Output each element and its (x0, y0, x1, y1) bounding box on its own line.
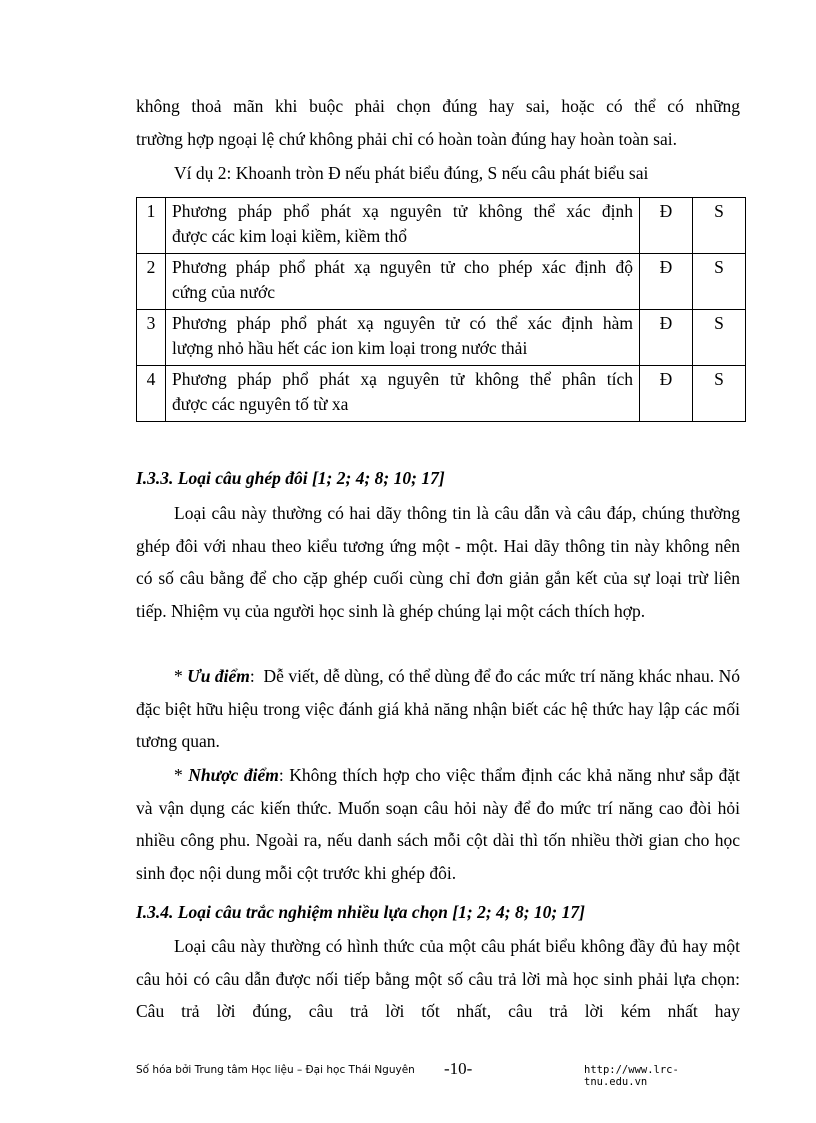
statement-cell (166, 198, 640, 254)
section-heading-1-3-3: I.3.3. Loại câu ghép đôi [1; 2; 4; 8; 10; 17] (136, 468, 445, 488)
true-false-table (136, 197, 746, 422)
statement-line-1: Phương pháp phổ phát xạ nguyên tử không thể phân tích (172, 369, 633, 389)
statement-line-1: Phương pháp phổ phát xạ nguyên tử cho phép xác định độ (172, 257, 633, 277)
statement-cell (166, 366, 640, 422)
row-number: 3 (137, 310, 166, 366)
false-option[interactable]: S (693, 310, 746, 366)
row-number: 2 (137, 254, 166, 310)
statement-line-1: Phương pháp phổ phát xạ nguyên tử có thể xác định hàm (172, 313, 633, 333)
advantage-paragraph: * Ưu điểm: Dễ viết, dễ dùng, có thể dùng để đo các mức trí năng khác nhau. Nó đặc biệt hữu hiệu trong việc đánh giá khả năng nhận biết các hệ thức hay lập các mối tương quan. (136, 666, 740, 751)
advantage-label: Ưu điểm (187, 666, 250, 686)
true-option[interactable]: Đ (640, 310, 693, 366)
false-option[interactable]: S (693, 198, 746, 254)
true-option[interactable]: Đ (640, 254, 693, 310)
statement-line-2: được các nguyên tố từ xa (172, 394, 349, 414)
false-option[interactable]: S (693, 254, 746, 310)
table-row (137, 310, 746, 366)
false-option[interactable]: S (693, 366, 746, 422)
intro-line-1: không thoả mãn khi buộc phải chọn đúng hay sai, hoặc có thể có những (136, 96, 740, 116)
page-footer (136, 1059, 740, 1088)
section-133-paragraph: Loại câu này thường có hai dãy thông tin là câu dẫn và câu đáp, chúng thường ghép đôi với nhau theo kiểu tương ứng một - một. Hai dãy thông tin này không nên có số câu bằng để cho cặp ghép cuối cùng chỉ đơn giản gắn kết của sự loại trừ liên tiếp. Nhiệm vụ của người học sinh là ghép chúng lại một cách thích hợp. (136, 503, 740, 621)
footer-source: Số hóa bởi Trung tâm Học liệu – Đại học Thái Nguyên (136, 1064, 415, 1076)
statement-line-2: lượng nhỏ hầu hết các ion kim loại trong nước thải (172, 338, 528, 358)
true-option[interactable]: Đ (640, 366, 693, 422)
intro-line-2: trường hợp ngoại lệ chứ không phải chỉ có hoàn toàn đúng hay hoàn toàn sai. (136, 129, 677, 149)
section-134-paragraph: Loại câu này thường có hình thức của một câu phát biểu không đầy đủ hay một câu hỏi có câu dẫn được nối tiếp bằng một số câu trả lời mà học sinh phải lựa chọn: Câu trả lời đúng, câu trả lời tốt nhất, câu trả lời kém nhất hay (136, 936, 740, 1021)
statement-cell (166, 310, 640, 366)
table-row (137, 254, 746, 310)
row-number: 4 (137, 366, 166, 422)
statement-line-2: được các kim loại kiềm, kiềm thổ (172, 226, 407, 246)
disadvantage-label: Nhược điểm (188, 765, 279, 785)
true-option[interactable]: Đ (640, 198, 693, 254)
footer-url: http://www.lrc-tnu.edu.vn (584, 1064, 679, 1088)
disadvantage-paragraph: * Nhược điểm: Không thích hợp cho việc thẩm định các khả năng như sắp đặt và vận dụng các kiến thức. Muốn soạn câu hỏi này để đo mức trí năng cao đòi hỏi nhiều công phu. Ngoài ra, nếu danh sách mỗi cột dài thì tốn nhiều thời gian cho học sinh đọc nội dung mỗi cột trước khi ghép đôi. (136, 765, 740, 883)
table-row (137, 198, 746, 254)
table-row (137, 366, 746, 422)
statement-line-1: Phương pháp phổ phát xạ nguyên tử không thể xác định (172, 201, 633, 221)
section-heading-1-3-4: I.3.4. Loại câu trắc nghiệm nhiều lựa chọn [1; 2; 4; 8; 10; 17] (136, 902, 585, 922)
example-caption: Ví dụ 2: Khoanh tròn Đ nếu phát biểu đúng, S nếu câu phát biểu sai (174, 163, 649, 183)
page-number: -10- (444, 1059, 473, 1078)
disadvantage-text: Không thích hợp cho việc thẩm định các khả năng như sắp đặt và vận dụng các kiến thức. Muốn soạn câu hỏi này để đo mức trí năng cao đòi hỏi nhiều công phu. Ngoài ra, nếu danh sách mỗi cột dài thì tốn nhiều thời gian cho học sinh đọc nội dung mỗi cột trước khi ghép đôi. (136, 765, 740, 883)
statement-cell (166, 254, 640, 310)
advantage-text: Dễ viết, dễ dùng, có thể dùng để đo các mức trí năng khác nhau. Nó đặc biệt hữu hiệu trong việc đánh giá khả năng nhận biết các hệ thức hay lập các mối tương quan. (136, 666, 740, 751)
statement-line-2: cứng của nước (172, 282, 276, 302)
row-number: 1 (137, 198, 166, 254)
